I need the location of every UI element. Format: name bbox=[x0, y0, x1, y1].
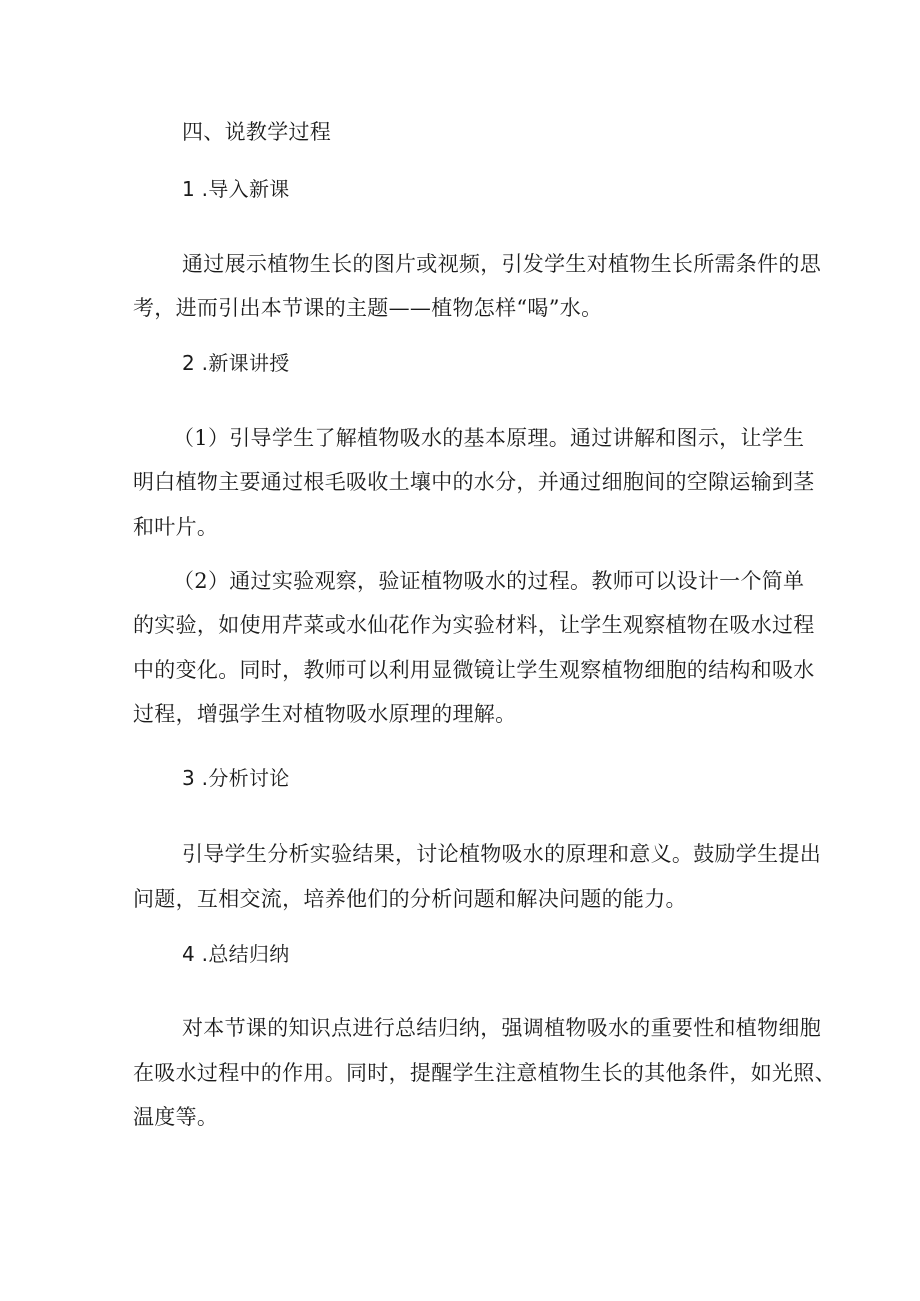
paragraph-line: 过程，增强学生对植物吸水原理的理解。 bbox=[133, 702, 517, 726]
paragraph-line: 在吸水过程中的作用。同时，提醒学生注意植物生长的其他条件，如光照、 bbox=[133, 1061, 836, 1085]
paragraph-line: 和叶片。 bbox=[133, 515, 219, 539]
section-heading-2: 2 .新课讲授 bbox=[182, 351, 290, 375]
section-title: 四、说教学过程 bbox=[182, 120, 332, 144]
paragraph-line: 考，进而引出本节课的主题——植物怎样“喝”水。 bbox=[133, 296, 603, 320]
paragraph-line: 中的变化。同时，教师可以利用显微镜让学生观察植物细胞的结构和吸水 bbox=[133, 658, 815, 682]
paragraph-line: 通过展示植物生长的图片或视频，引发学生对植物生长所需条件的思 bbox=[182, 252, 821, 276]
section-heading-4: 4 .总结归纳 bbox=[182, 942, 290, 966]
section-heading-1: 1 .导入新课 bbox=[182, 177, 290, 201]
paragraph-line: 温度等。 bbox=[133, 1105, 219, 1129]
paragraph-line: （1）引导学生了解植物吸水的基本原理。通过讲解和图示，让学生 bbox=[173, 426, 805, 450]
paragraph-line: 问题，互相交流，培养他们的分析问题和解决问题的能力。 bbox=[133, 887, 687, 911]
paragraph-line: 的实验，如使用芹菜或水仙花作为实验材料，让学生观察植物在吸水过程 bbox=[133, 613, 815, 637]
paragraph-line: （2）通过实验观察，验证植物吸水的过程。教师可以设计一个简单 bbox=[173, 569, 805, 593]
section-heading-3: 3 .分析讨论 bbox=[182, 766, 290, 790]
paragraph-line: 对本节课的知识点进行总结归纳，强调植物吸水的重要性和植物细胞 bbox=[182, 1016, 821, 1040]
paragraph-line: 明白植物主要通过根毛吸收土壤中的水分，并通过细胞间的空隙运输到茎 bbox=[133, 470, 815, 494]
paragraph-line: 引导学生分析实验结果，讨论植物吸水的原理和意义。鼓励学生提出 bbox=[182, 842, 821, 866]
